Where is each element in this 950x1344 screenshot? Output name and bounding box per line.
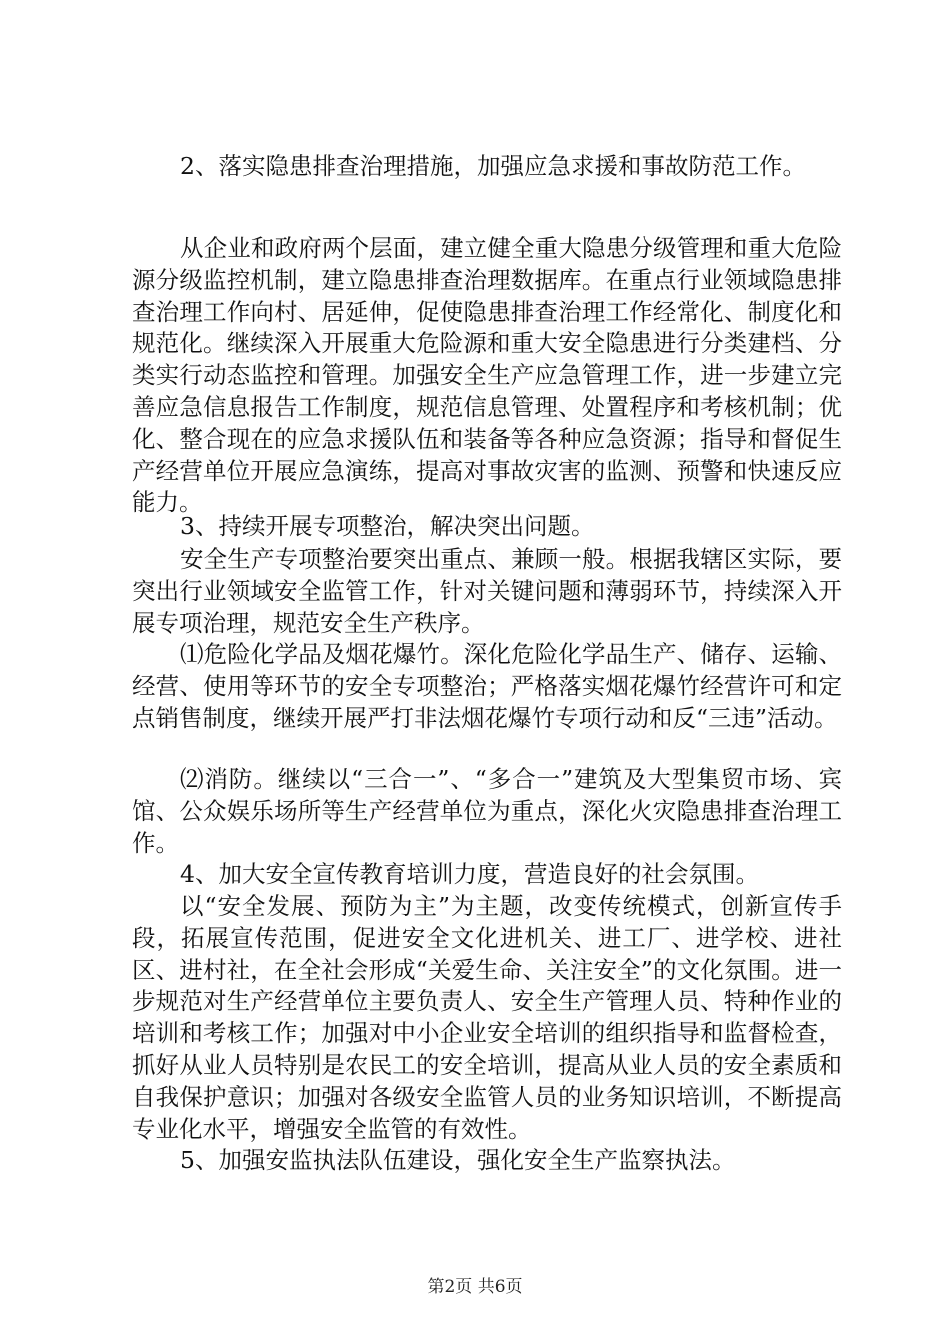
section-heading-3: 3、持续开展专项整治，解决突出问题。 [180, 512, 595, 540]
body-paragraph-hazard-management: 从企业和政府两个层面，建立健全重大隐患分级管理和重大危险源分级监控机制，建立隐患排查治理数据库。在重点行业领域隐患排查治理工作向村、居延伸，促使隐患排查治理工作经常化、制度化和规范化。继续深入开展重大危险源和重大安全隐患进行分类建档、分类实行动态监控和管理。加强安全生产应急管理工作，进一步建立完善应急信息报告工作制度，规范信息管理、处置程序和考核机制；优化、整合现在的应急求援队伍和装备等各种应急资源；指导和督促生产经营单位开展应急演练，提高对事故灾害的监测、预警和快速反应能力。 [132, 234, 842, 517]
body-paragraph-fire-protection: ⑵消防。继续以“三合一”、“多合一”建筑及大型集贸市场、宾馆、公众娱乐场所等生产经营单位为重点，深化火灾隐患排查治理工作。 [132, 765, 842, 857]
body-paragraph-special-rectification: 安全生产专项整治要突出重点、兼顾一般。根据我辖区实际，要突出行业领域安全监管工作，针对关键问题和薄弱环节，持续深入开展专项治理，规范安全生产秩序。 [132, 545, 842, 637]
section-heading-5: 5、加强安监执法队伍建设，强化安全生产监察执法。 [180, 1146, 736, 1174]
section-heading-4: 4、加大安全宣传教育培训力度，营造良好的社会氛围。 [180, 860, 759, 888]
body-paragraph-hazardous-chemicals: ⑴危险化学品及烟花爆竹。深化危险化学品生产、储存、运输、经营、使用等环节的安全专项整治；严格落实烟花爆竹经营许可和定点销售制度，继续开展严打非法烟花爆竹专项行动和反“三违”活动。 [132, 640, 842, 732]
section-heading-2: 2、落实隐患排查治理措施，加强应急求援和事故防范工作。 [180, 152, 806, 180]
body-paragraph-safety-education: 以“安全发展、预防为主”为主题，改变传统模式，创新宣传手段，拓展宣传范围，促进安全文化进机关、进工厂、进学校、进社区、进村社，在全社会形成“关爱生命、关注安全”的文化氛围。进一步规范对生产经营单位主要负责人、安全生产管理人员、特种作业的培训和考核工作；加强对中小企业安全培训的组织指导和监督检查，抓好从业人员特别是农民工的安全培训，提高从业人员的安全素质和自我保护意识；加强对各级安全监管人员的业务知识培训，不断提高专业化水平，增强安全监管的有效性。 [132, 892, 842, 1143]
page-footer: 第2页 共6页 [427, 1277, 523, 1297]
